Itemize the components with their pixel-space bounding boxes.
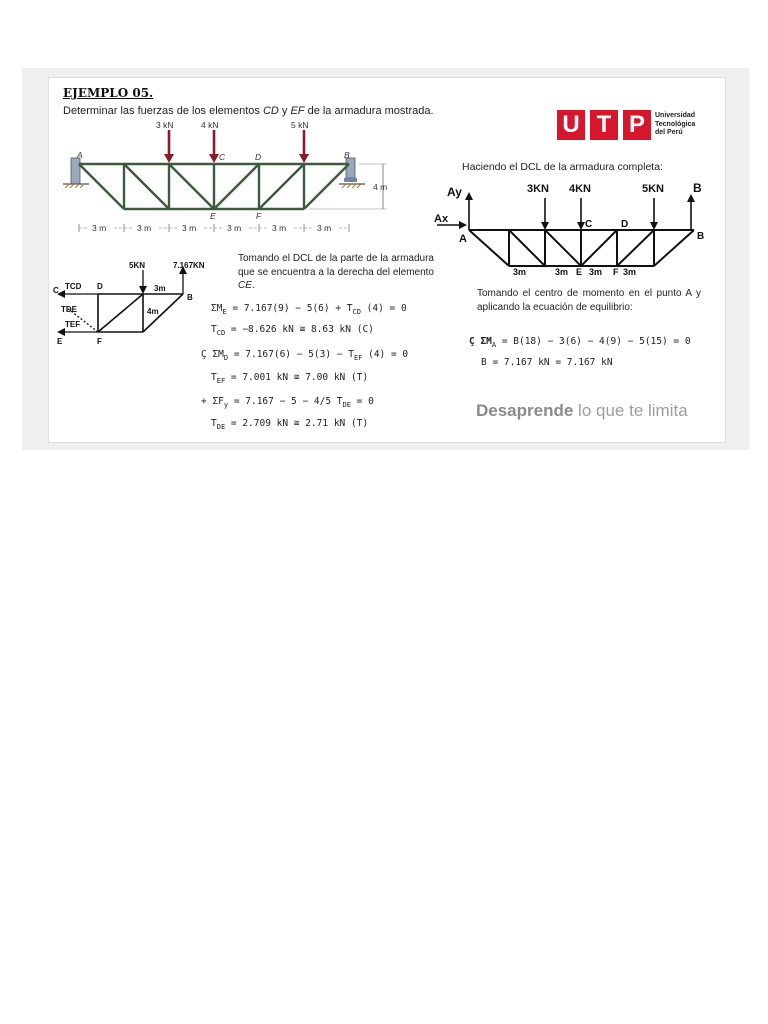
- eq3-rest2: (4) = 0: [362, 349, 409, 360]
- node-d-label: D: [255, 152, 262, 162]
- part-label-tde: TDE: [61, 305, 77, 314]
- slide: [48, 77, 726, 443]
- dcl-span-1: 3m: [513, 267, 527, 277]
- node-e-label: E: [210, 211, 216, 221]
- eq6-sym: T: [211, 418, 217, 429]
- utp-logo: [557, 110, 717, 142]
- span-label-3: 3 m: [182, 223, 197, 233]
- equation-tcd: [211, 324, 374, 337]
- dcl-node-b: B: [697, 231, 705, 242]
- equation-tef: [211, 372, 368, 385]
- span-label-4: 3 m: [227, 223, 242, 233]
- force-b: B: [693, 181, 702, 195]
- dcl-node-d: D: [621, 219, 629, 230]
- dcl-node-e: E: [576, 267, 583, 277]
- force-ax: Ax: [434, 213, 449, 225]
- equation-sum-md: [201, 349, 408, 362]
- eq1-sym: ΣM: [211, 303, 223, 314]
- dcl-span-3: 3m: [589, 267, 603, 277]
- logo-letter-t: T: [590, 110, 618, 140]
- eq1-sub2: CD: [352, 307, 361, 316]
- force-4kn: 4KN: [569, 183, 592, 195]
- equation-sum-fy: [201, 396, 374, 409]
- eq3-rest: = 7.167(6) − 5(3) − T: [228, 349, 354, 360]
- problem-statement: [63, 105, 434, 117]
- problem-text-1: Determinar las fuerzas de los elementos: [63, 105, 263, 117]
- eq4-sym: T: [211, 372, 217, 383]
- part-text-1: Tomando el DCL de la parte de la armadura que se encuentra a la derecha del elemento: [238, 253, 434, 278]
- span-label-1: 3 m: [92, 223, 107, 233]
- part-force-7167kn: 7.167KN: [173, 261, 205, 270]
- dcl-part-sketch: [51, 256, 221, 351]
- equation-tde: [211, 418, 368, 431]
- roller-b: [344, 178, 357, 182]
- example-title: EJEMPLO 05.: [63, 86, 154, 100]
- truss-members: [79, 164, 349, 209]
- logo-letter-u: U: [557, 110, 585, 140]
- span-label-5: 3 m: [272, 223, 287, 233]
- eq5-sub: y: [223, 400, 229, 409]
- eq5-sub2: DE: [342, 400, 351, 409]
- part-explanation: [238, 252, 434, 293]
- dcl-node-a: A: [459, 233, 467, 245]
- member-ef: EF: [290, 105, 305, 117]
- reaction-b-result: B = 7.167 kN = 7.167 kN: [481, 357, 613, 368]
- eq2-sym: T: [211, 324, 217, 335]
- logo-letter-p: P: [623, 110, 651, 140]
- logo-university-name: Universidad Tecnológica del Perú: [655, 112, 696, 136]
- eq5-rest: = 7.167 − 5 − 4/5 T: [228, 396, 343, 407]
- eq1-rest: = 7.167(9) − 5(6) + T: [226, 303, 353, 314]
- load-label-4kn: 4 kN: [201, 120, 219, 130]
- part-label-3m: 3m: [154, 284, 166, 293]
- load-label-5kn: 5 kN: [291, 120, 309, 130]
- node-b-label: B: [344, 150, 350, 160]
- eq3-sub: D: [223, 353, 229, 362]
- dcl-full-heading: Haciendo el DCL de la armadura completa:: [462, 161, 663, 173]
- part-label-b: B: [187, 293, 193, 302]
- dcl-full-sketch: [429, 178, 726, 278]
- moment-explanation: Tomando el centro de momento en el punto A y aplicando la ecuación de equilibrio:: [477, 288, 701, 313]
- dcl-node-f: F: [613, 267, 619, 277]
- node-f-label: F: [256, 211, 262, 221]
- eq5-rest2: = 0: [350, 396, 374, 407]
- member-ce: CE: [238, 280, 252, 291]
- tagline-bold: Desaprende: [476, 401, 574, 420]
- tagline: [476, 401, 688, 421]
- node-c-label: C: [219, 152, 226, 162]
- eq3-sub2: EF: [353, 353, 363, 362]
- part-text-2: .: [251, 280, 255, 291]
- dcl-node-c: C: [585, 219, 593, 230]
- dcl-span-4: 3m: [623, 267, 637, 277]
- part-label-4m: 4m: [147, 307, 159, 316]
- part-force-5kn: 5KN: [129, 261, 146, 270]
- member-cd: CD: [262, 105, 279, 117]
- eq5-sym: + ΣF: [201, 396, 224, 407]
- part-label-f: F: [97, 337, 102, 346]
- problem-text-3: de la armadura mostrada.: [304, 105, 434, 117]
- node-a-label: A: [77, 150, 83, 160]
- eq4-rest: = 7.001 kN ≅ 7.00 kN (T): [225, 372, 369, 383]
- eq6-sub: DE: [216, 422, 226, 431]
- moment-eq-sub: A: [491, 340, 497, 349]
- force-3kn: 3KN: [527, 183, 550, 195]
- force-5kn: 5KN: [642, 183, 665, 195]
- span-label-2: 3 m: [137, 223, 152, 233]
- height-dimension: 4 m: [373, 182, 388, 192]
- force-ay: Ay: [447, 185, 462, 199]
- part-label-d: D: [97, 282, 103, 291]
- equation-sum-me: [211, 303, 407, 316]
- eq2-sub: CD: [216, 328, 226, 337]
- tagline-rest: lo que te limita: [573, 401, 688, 420]
- span-label-6: 3 m: [317, 223, 332, 233]
- eq6-rest: = 2.709 kN ≅ 2.71 kN (T): [225, 418, 369, 429]
- problem-text-2: y: [278, 105, 291, 117]
- support-a: [71, 158, 80, 184]
- moment-equation-a: [469, 336, 691, 349]
- eq4-sub: EF: [216, 376, 226, 385]
- truss-figure: [59, 118, 409, 243]
- moment-eq-body: = B(18) − 3(6) − 4(9) − 5(15) = 0: [496, 336, 691, 347]
- part-label-c: C: [53, 286, 59, 295]
- dcl-span-2: 3m: [555, 267, 569, 277]
- load-label-3kn: 3 kN: [156, 120, 174, 130]
- moment-eq-symbol: Ç ΣM: [469, 336, 492, 347]
- part-label-tcd: TCD: [65, 282, 82, 291]
- eq1-sub: E: [222, 307, 227, 316]
- part-label-e: E: [57, 337, 63, 346]
- eq2-rest: = −8.626 kN ≅ 8.63 kN (C): [225, 324, 374, 335]
- support-b: [346, 158, 355, 178]
- part-label-tef: TEF: [65, 320, 81, 329]
- eq1-rest2: (4) = 0: [360, 303, 407, 314]
- eq3-sym: Ç ΣM: [201, 349, 224, 360]
